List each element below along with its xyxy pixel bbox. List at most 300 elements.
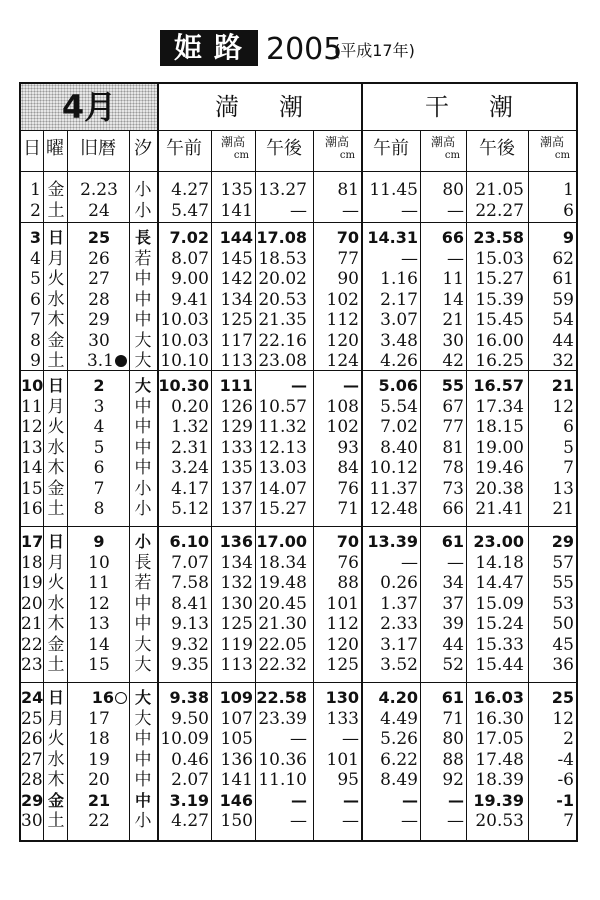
cell-l2c: -6 xyxy=(557,770,574,790)
cell-l2c: 12 xyxy=(552,396,574,417)
cell-h1c: 105 xyxy=(220,729,253,749)
cell-w: 月 xyxy=(47,708,65,729)
table-row xyxy=(21,458,576,478)
cell-h2c: 70 xyxy=(336,532,359,551)
cell-w: 木 xyxy=(47,614,65,634)
cell-l: 19 xyxy=(88,749,110,770)
cell-h2c: 102 xyxy=(326,417,359,437)
cell-l2: 23.00 xyxy=(473,532,524,551)
cell-w: 火 xyxy=(47,417,65,437)
cell-t: 大 xyxy=(134,330,152,351)
cell-h2c: 124 xyxy=(326,351,359,371)
cell-l1c: — xyxy=(447,200,464,221)
lunar-col-header: 旧暦 xyxy=(80,138,116,159)
cell-l2: 17.34 xyxy=(475,396,524,417)
cell-l: 30 xyxy=(88,330,110,351)
cell-h2c: 70 xyxy=(336,228,359,247)
cell-h2: 22.32 xyxy=(258,655,307,675)
cell-h1c: 134 xyxy=(220,289,253,310)
cell-w: 月 xyxy=(47,396,65,417)
cell-w: 火 xyxy=(47,269,65,289)
cell-l2: 17.48 xyxy=(475,749,524,770)
cell-l1: 11.45 xyxy=(369,180,418,200)
cell-l1: 10.12 xyxy=(369,458,418,478)
cell-d: 15 xyxy=(21,478,43,499)
year-label: 2005 xyxy=(266,32,343,67)
cell-d: 7 xyxy=(30,310,41,330)
cell-l2c: 36 xyxy=(552,655,574,675)
low-tide-group-header: 干潮 xyxy=(425,93,553,121)
cell-l2c: 54 xyxy=(552,310,574,330)
cell-h1: 9.38 xyxy=(169,688,209,707)
cell-l1c: 52 xyxy=(442,655,464,675)
table-row xyxy=(21,376,576,396)
cell-h2: 23.39 xyxy=(258,708,307,729)
cell-h1: 7.02 xyxy=(169,228,209,247)
month-header: 4月 xyxy=(21,84,157,130)
cell-d: 22 xyxy=(21,634,43,655)
cell-h1: 10.03 xyxy=(160,330,209,351)
cell-l: 11 xyxy=(88,573,110,593)
cell-l1: 1.16 xyxy=(380,269,418,289)
table-row xyxy=(21,655,576,675)
cell-w: 金 xyxy=(47,180,65,200)
cell-l: 2 xyxy=(93,376,105,395)
cell-l2: 15.45 xyxy=(475,310,524,330)
cell-h1c: 141 xyxy=(220,770,253,790)
cell-h2: 22.16 xyxy=(258,330,307,351)
cell-h1: 0.20 xyxy=(171,396,209,417)
cell-l1c: 66 xyxy=(441,228,464,247)
cell-h1c: 136 xyxy=(220,749,253,770)
location-label: 姫路 xyxy=(160,30,258,66)
cell-l1c: 34 xyxy=(442,573,464,593)
cell-l: 26 xyxy=(88,248,110,269)
cell-l: 14 xyxy=(88,634,110,655)
cell-h2c: 71 xyxy=(337,499,359,519)
cell-l: 20 xyxy=(88,770,110,790)
cell-l2c: 6 xyxy=(563,200,574,221)
cell-l2c: 29 xyxy=(551,532,574,551)
cell-t: 大 xyxy=(134,351,152,371)
cell-d: 11 xyxy=(21,396,43,417)
cell-t: 中 xyxy=(134,269,152,289)
cell-l1: 13.39 xyxy=(367,532,418,551)
cell-t: 中 xyxy=(134,417,152,437)
cell-l1: 2.17 xyxy=(380,289,418,310)
table-row xyxy=(21,438,576,458)
cell-l2c: 44 xyxy=(552,330,574,351)
cell-l1: 4.49 xyxy=(380,708,418,729)
cell-t: 小 xyxy=(134,811,152,831)
cell-l1c: 44 xyxy=(442,634,464,655)
cell-l: 13 xyxy=(88,614,110,634)
cell-l2: 21.41 xyxy=(475,499,524,519)
cell-h2c: — xyxy=(342,200,359,221)
cell-l1c: 14 xyxy=(442,289,464,310)
cell-l2c: 7 xyxy=(563,811,574,831)
cell-h2: 20.53 xyxy=(258,289,307,310)
cell-l2: 15.03 xyxy=(475,248,524,269)
cell-h2: 23.08 xyxy=(258,351,307,371)
cell-h1c: 134 xyxy=(220,552,253,573)
cell-l: 25 xyxy=(87,228,111,247)
cell-w: 土 xyxy=(47,200,65,221)
cell-w: 火 xyxy=(47,573,65,593)
low-am-height-col-header: 潮高 cm xyxy=(430,135,460,161)
cell-w: 金 xyxy=(47,790,64,810)
table-row xyxy=(21,750,576,770)
cell-d: 25 xyxy=(21,708,43,729)
cell-h1: 10.30 xyxy=(158,376,209,395)
cell-l2c: 25 xyxy=(551,688,574,707)
table-row xyxy=(21,635,576,655)
cell-h2: 20.02 xyxy=(258,269,307,289)
table-row xyxy=(21,770,576,790)
cell-h2: 13.03 xyxy=(258,458,307,478)
cell-h2c: 84 xyxy=(337,458,359,478)
cell-t: 大 xyxy=(134,708,152,729)
week-divider xyxy=(21,222,576,223)
cell-l1: 6.22 xyxy=(380,749,418,770)
cell-h1: 9.32 xyxy=(171,634,209,655)
cell-l1: 5.54 xyxy=(380,396,418,417)
cell-l2c: 21 xyxy=(551,376,574,395)
cell-l: 7 xyxy=(93,478,105,499)
cell-l2: 19.00 xyxy=(475,437,524,458)
cell-l2: 20.38 xyxy=(475,478,524,499)
table-row xyxy=(21,573,576,593)
cell-l2: 19.39 xyxy=(473,790,524,810)
cell-l2c: 45 xyxy=(552,634,574,655)
cell-l: 21 xyxy=(87,790,111,810)
cell-h2: — xyxy=(290,200,307,221)
week-divider xyxy=(21,370,576,371)
cell-w: 月 xyxy=(47,248,65,269)
table-row xyxy=(21,351,576,371)
cell-d: 8 xyxy=(30,330,41,351)
cell-l2c: 12 xyxy=(552,708,574,729)
cell-h2c: 101 xyxy=(326,749,359,770)
cell-l1c: 42 xyxy=(442,351,464,371)
cell-l: 2.23 xyxy=(80,180,118,200)
cell-h1: 6.10 xyxy=(169,532,209,551)
cell-l: 10 xyxy=(88,552,110,573)
cell-l1c: 77 xyxy=(442,417,464,437)
cell-h1c: 133 xyxy=(220,437,253,458)
cell-h2: 15.27 xyxy=(258,499,307,519)
cell-l: 18 xyxy=(88,729,110,749)
cell-h1: 8.41 xyxy=(171,593,209,614)
cell-l: 16 xyxy=(71,688,127,708)
cell-l1: 8.49 xyxy=(380,770,418,790)
cell-w: 木 xyxy=(47,458,65,478)
cell-t: 中 xyxy=(134,614,152,634)
cell-l1: 3.52 xyxy=(380,655,418,675)
cell-w: 日 xyxy=(47,532,64,551)
cell-h1c: 113 xyxy=(220,655,253,675)
cell-h1c: 136 xyxy=(219,532,253,551)
cell-d: 17 xyxy=(21,532,44,551)
cell-t: 大 xyxy=(134,655,152,675)
cell-l1: 3.17 xyxy=(380,634,418,655)
cell-l1: 3.48 xyxy=(380,330,418,351)
cell-l1: — xyxy=(402,790,418,810)
cell-l1: 4.20 xyxy=(378,688,418,707)
cell-l: 8 xyxy=(93,499,105,519)
header-divider xyxy=(21,171,576,172)
cell-l: 29 xyxy=(88,310,110,330)
low-pm-col-header: 午後 xyxy=(479,138,515,159)
cell-h1c: 130 xyxy=(220,593,253,614)
cell-l1c: — xyxy=(447,552,464,573)
cell-h1: 10.03 xyxy=(160,310,209,330)
cell-l1c: — xyxy=(448,790,464,810)
cell-l1: 3.07 xyxy=(380,310,418,330)
cell-l2: 15.27 xyxy=(475,269,524,289)
cell-h2c: 101 xyxy=(326,593,359,614)
cell-d: 2 xyxy=(30,200,41,221)
cell-t: 小 xyxy=(134,478,152,499)
cell-l2c: 21 xyxy=(552,499,574,519)
cell-h1c: 135 xyxy=(220,458,253,478)
cell-h1c: 132 xyxy=(220,573,253,593)
cell-h2c: 130 xyxy=(325,688,359,707)
cell-w: 水 xyxy=(47,593,65,614)
era-label: (平成17年) xyxy=(334,41,415,60)
cell-l2c: 50 xyxy=(552,614,574,634)
cell-l: 9 xyxy=(93,532,105,551)
cell-l1: — xyxy=(401,248,418,269)
page-title xyxy=(0,26,600,70)
cell-h2: 18.53 xyxy=(258,248,307,269)
cell-h1: 9.41 xyxy=(171,289,209,310)
table-row xyxy=(21,811,576,831)
cell-h2: 10.36 xyxy=(258,749,307,770)
cell-h2: 21.30 xyxy=(258,614,307,634)
cell-l2: 19.46 xyxy=(475,458,524,478)
cell-h2: 21.35 xyxy=(258,310,307,330)
cell-h1: 2.31 xyxy=(171,437,209,458)
cell-h2: 22.05 xyxy=(258,634,307,655)
cell-h2c: 76 xyxy=(337,478,359,499)
cell-l1: 11.37 xyxy=(369,478,418,499)
cell-t: 大 xyxy=(134,634,152,655)
cell-l1c: 11 xyxy=(442,269,464,289)
cell-d: 26 xyxy=(21,729,43,749)
cell-h2: 17.08 xyxy=(256,228,307,247)
low-pm-height-col-header: 潮高 cm xyxy=(539,135,570,161)
cell-h1: 3.24 xyxy=(171,458,209,478)
cell-l2: 23.58 xyxy=(473,228,524,247)
cell-l: 3.1 xyxy=(71,351,127,371)
cell-h1: 7.07 xyxy=(171,552,209,573)
cell-d: 6 xyxy=(30,289,41,310)
cell-h1c: 109 xyxy=(219,688,253,707)
cell-l1: 7.02 xyxy=(380,417,418,437)
cell-l1c: — xyxy=(447,248,464,269)
cell-h2c: 120 xyxy=(326,330,359,351)
cell-l: 24 xyxy=(88,200,110,221)
cell-d: 13 xyxy=(21,437,43,458)
table-row xyxy=(21,201,576,221)
cell-h2c: — xyxy=(343,376,359,395)
cell-l1c: 61 xyxy=(441,532,464,551)
cell-l2c: 9 xyxy=(562,228,574,247)
cell-h1c: 141 xyxy=(220,200,253,221)
cell-t: 若 xyxy=(134,573,152,593)
cell-h2c: 120 xyxy=(326,634,359,655)
cell-l2: 16.03 xyxy=(473,688,524,707)
tide-type-col-header: 汐 xyxy=(134,138,152,159)
cell-l2: 15.09 xyxy=(475,593,524,614)
cell-l1c: 71 xyxy=(442,708,464,729)
cell-l2c: -4 xyxy=(557,749,574,770)
cell-l1c: 73 xyxy=(442,478,464,499)
high-pm-col-header: 午後 xyxy=(266,138,302,159)
cell-l2: 15.39 xyxy=(475,289,524,310)
cell-h2c: 125 xyxy=(326,655,359,675)
cell-h1c: 119 xyxy=(220,634,253,655)
cell-d: 27 xyxy=(21,749,43,770)
cell-l2: 14.18 xyxy=(475,552,524,573)
cell-d: 24 xyxy=(21,688,44,707)
cell-h2: 11.10 xyxy=(258,770,307,790)
day-col-header: 日 xyxy=(23,138,41,159)
cell-h2c: 95 xyxy=(337,770,359,790)
cell-h2: — xyxy=(291,790,307,810)
cell-l1c: 80 xyxy=(442,729,464,749)
table-row xyxy=(21,180,576,200)
cell-h1: 1.32 xyxy=(171,417,209,437)
cell-l1: — xyxy=(401,811,418,831)
cell-h2c: 112 xyxy=(326,310,359,330)
cell-h2c: 88 xyxy=(337,573,359,593)
cell-l: 15 xyxy=(88,655,110,675)
cell-l: 4 xyxy=(93,417,105,437)
table-row xyxy=(21,614,576,634)
cell-d: 16 xyxy=(21,499,43,519)
cell-l2c: 53 xyxy=(552,593,574,614)
cell-d: 14 xyxy=(21,458,43,478)
cell-h1: 7.58 xyxy=(171,573,209,593)
high-tide-group-header: 満潮 xyxy=(215,93,343,121)
cell-h1c: 137 xyxy=(220,499,253,519)
cell-w: 水 xyxy=(47,437,65,458)
cell-l1c: 61 xyxy=(441,688,464,707)
cell-l1: 5.06 xyxy=(378,376,418,395)
cell-t: 中 xyxy=(134,749,152,770)
cell-l1: 2.33 xyxy=(380,614,418,634)
table-row xyxy=(21,249,576,269)
cell-l1c: — xyxy=(447,811,464,831)
cell-h1c: 135 xyxy=(220,180,253,200)
cell-l: 6 xyxy=(93,458,105,478)
cell-l: 17 xyxy=(88,708,110,729)
cell-d: 28 xyxy=(21,770,43,790)
cell-l1c: 80 xyxy=(442,180,464,200)
cell-h1c: 117 xyxy=(220,330,253,351)
cell-l1: 4.26 xyxy=(380,351,418,371)
cell-h1c: 144 xyxy=(219,228,253,247)
cell-w: 木 xyxy=(47,770,65,790)
cell-h2: 13.27 xyxy=(258,180,307,200)
cell-h1: 8.07 xyxy=(171,248,209,269)
cell-h2c: 102 xyxy=(326,289,359,310)
cell-h1c: 150 xyxy=(220,811,253,831)
cell-w: 日 xyxy=(47,376,64,395)
cell-l2c: 59 xyxy=(552,289,574,310)
cell-l2: 15.44 xyxy=(475,655,524,675)
cell-h1: 0.46 xyxy=(171,749,209,770)
cell-h1: 5.12 xyxy=(171,499,209,519)
cell-l2: 17.05 xyxy=(475,729,524,749)
low-am-col-header: 午前 xyxy=(373,138,409,159)
cell-d: 23 xyxy=(21,655,43,675)
cell-w: 土 xyxy=(47,655,65,675)
cell-t: 中 xyxy=(134,396,152,417)
cell-h2c: 108 xyxy=(326,396,359,417)
cell-w: 金 xyxy=(47,330,65,351)
cell-h2: 19.48 xyxy=(258,573,307,593)
cell-l2: 22.27 xyxy=(475,200,524,221)
cell-h1c: 125 xyxy=(220,310,253,330)
table-row xyxy=(21,397,576,417)
cell-h1: 4.27 xyxy=(171,180,209,200)
cell-h2: 18.34 xyxy=(258,552,307,573)
cell-d: 19 xyxy=(21,573,43,593)
cell-h2: 20.45 xyxy=(258,593,307,614)
table-row xyxy=(21,417,576,437)
cell-l2c: 6 xyxy=(563,417,574,437)
cell-w: 金 xyxy=(47,634,65,655)
cell-h1: 4.27 xyxy=(171,811,209,831)
cell-l1: 1.37 xyxy=(380,593,418,614)
cell-h2c: 76 xyxy=(337,552,359,573)
cell-d: 9 xyxy=(30,351,41,371)
cell-h1: 10.09 xyxy=(160,729,209,749)
table-row xyxy=(21,228,576,248)
cell-l2: 14.47 xyxy=(475,573,524,593)
cell-l1c: 88 xyxy=(442,749,464,770)
cell-l2: 18.15 xyxy=(475,417,524,437)
cell-w: 金 xyxy=(47,478,65,499)
table-row xyxy=(21,532,576,552)
cell-d: 20 xyxy=(21,593,43,614)
cell-l1c: 67 xyxy=(442,396,464,417)
table-row xyxy=(21,729,576,749)
table-row xyxy=(21,791,576,811)
cell-d: 5 xyxy=(30,269,41,289)
table-row xyxy=(21,269,576,289)
cell-l2: 16.57 xyxy=(473,376,524,395)
cell-l1: 12.48 xyxy=(369,499,418,519)
cell-l2c: 5 xyxy=(563,437,574,458)
cell-t: 中 xyxy=(134,770,152,790)
cell-t: 中 xyxy=(134,790,151,810)
cell-l2: 16.25 xyxy=(475,351,524,371)
cell-l2: 16.00 xyxy=(475,330,524,351)
cell-h1: 9.13 xyxy=(171,614,209,634)
cell-t: 中 xyxy=(134,437,152,458)
cell-h2: 12.13 xyxy=(258,437,307,458)
cell-h1: 9.35 xyxy=(171,655,209,675)
cell-l: 5 xyxy=(93,437,105,458)
cell-h1c: 107 xyxy=(220,708,253,729)
cell-h1: 2.07 xyxy=(171,770,209,790)
cell-h1c: 126 xyxy=(220,396,253,417)
table-row xyxy=(21,479,576,499)
